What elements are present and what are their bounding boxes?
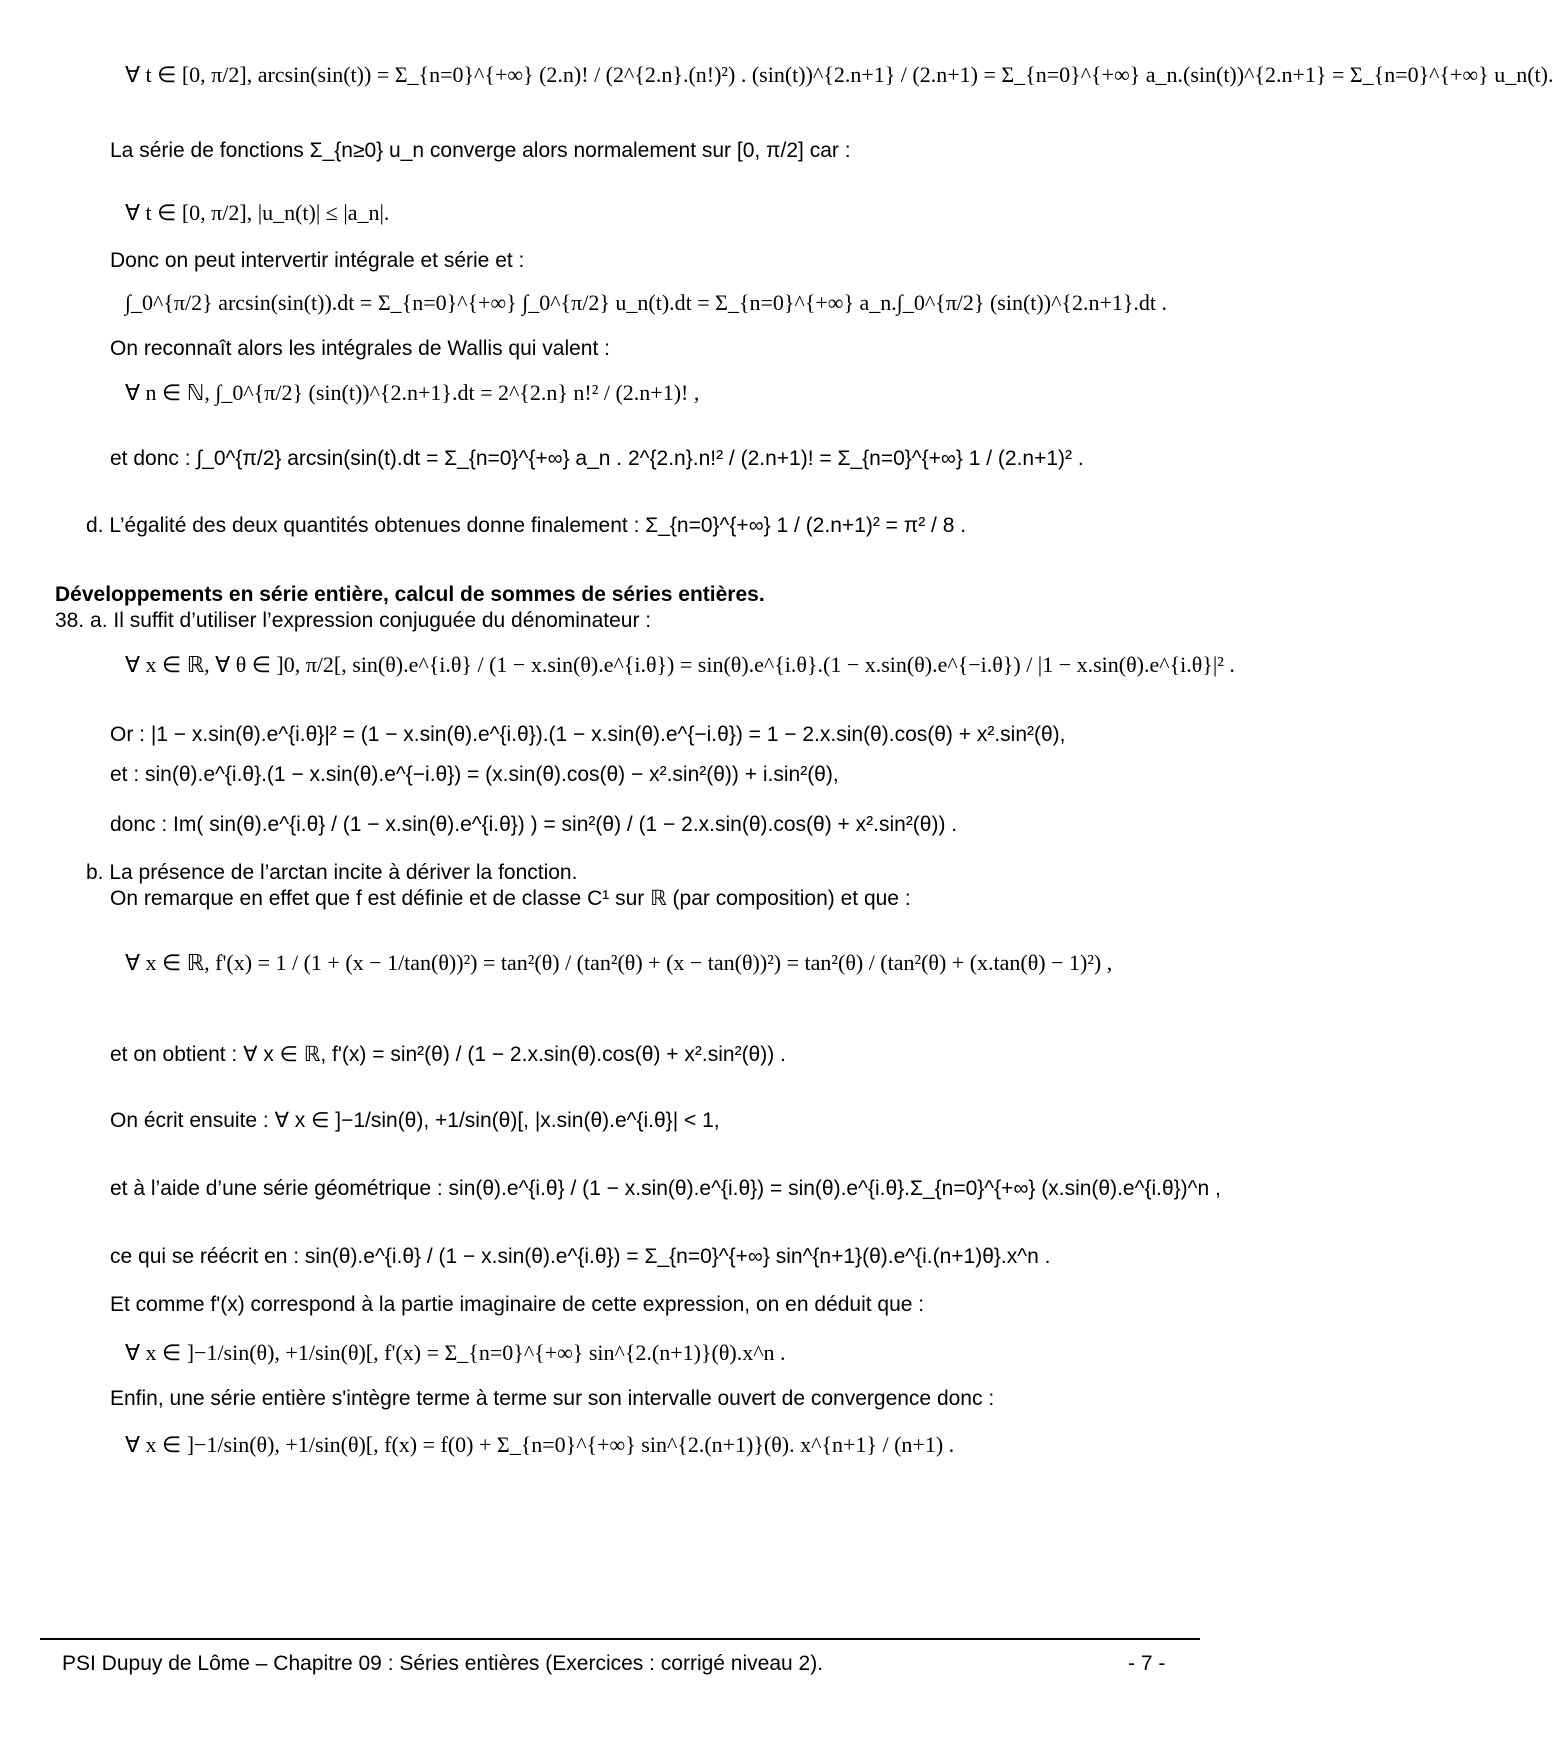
text-et-donc: et donc : ∫_0^{π/2} arcsin(sin(t).dt = Σ_{n=0}^{+∞} a_n . 2^{2.n}.n!² / (2.n+1)! = Σ_{n=0}^{+∞} 1 / (2.n+1)² . bbox=[110, 447, 1084, 470]
text-on-ecrit: On écrit ensuite : ∀ x ∈ ]−1/sin(θ), +1/sin(θ)[, |x.sin(θ).e^{i.θ}| < 1, bbox=[110, 1109, 720, 1132]
text-normal-convergence: La série de fonctions Σ_{n≥0} u_n converge alors normalement sur [0, π/2] car : bbox=[110, 139, 851, 162]
equation-wallis: ∀ n ∈ ℕ, ∫_0^{π/2} (sin(t))^{2.n+1}.dt = 2^{2.n} n!² / (2.n+1)! , bbox=[125, 380, 700, 405]
text-part-d: d. L’égalité des deux quantités obtenues donne finalement : Σ_{n=0}^{+∞} 1 / (2.n+1)² = π² / 8 . bbox=[86, 514, 967, 537]
equation-bound: ∀ t ∈ [0, π/2], |u_n(t)| ≤ |a_n|. bbox=[125, 200, 390, 225]
text-on-obtient: et on obtient : ∀ x ∈ ℝ, f'(x) = sin²(θ) / (1 − 2.x.sin(θ).cos(θ) + x².sin²(θ)) . bbox=[110, 1043, 786, 1066]
equation-arcsin-series: ∀ t ∈ [0, π/2], arcsin(sin(t)) = Σ_{n=0}^{+∞} (2.n)! / (2^{2.n}.(n!)²) . (sin(t))^{2.n+1} / (2.n+1) = Σ_{n=0}^{+∞} a_n.(sin(t))^{2.n+1} = Σ_{n=0}^{+∞} u_n(t). bbox=[125, 62, 1553, 87]
text-et: et : sin(θ).e^{i.θ}.(1 − x.sin(θ).e^{−i.θ}) = (x.sin(θ).cos(θ) − x².sin²(θ)) + i.sin²(θ), bbox=[110, 763, 839, 786]
equation-derivative: ∀ x ∈ ℝ, f'(x) = 1 / (1 + (x − 1/tan(θ))²) = tan²(θ) / (tan²(θ) + (x − tan(θ))²) = tan²(θ) / (tan²(θ) + (x.tan(θ) − 1)²) , bbox=[125, 950, 1113, 975]
equation-conjugate: ∀ x ∈ ℝ, ∀ θ ∈ ]0, π/2[, sin(θ).e^{i.θ} / (1 − x.sin(θ).e^{i.θ}) = sin(θ).e^{i.θ}.(1 − x.sin(θ).e^{−i.θ}) / |1 − x.sin(θ).e^{i.θ}|² . bbox=[125, 652, 1235, 677]
text-donc-im: donc : Im( sin(θ).e^{i.θ} / (1 − x.sin(θ).e^{i.θ}) ) = sin²(θ) / (1 − 2.x.sin(θ).cos(θ) + x².sin²(θ)) . bbox=[110, 813, 958, 836]
equation-fprime-series: ∀ x ∈ ]−1/sin(θ), +1/sin(θ)[, f'(x) = Σ_{n=0}^{+∞} sin^{2.(n+1)}(θ).x^n . bbox=[125, 1340, 786, 1365]
text-wallis: On reconnaît alors les intégrales de Wallis qui valent : bbox=[110, 337, 610, 360]
text-reecrit: ce qui se réécrit en : sin(θ).e^{i.θ} / (1 − x.sin(θ).e^{i.θ}) = Σ_{n=0}^{+∞} sin^{n+1}(θ).e^{i.(n+1)θ}.x^n . bbox=[110, 1245, 1051, 1268]
text-part-b: b. La présence de l’arctan incite à dériver la fonction. bbox=[86, 861, 578, 884]
footer-title: PSI Dupuy de Lôme – Chapitre 09 : Séries entières (Exercices : corrigé niveau 2). bbox=[62, 1652, 824, 1675]
equation-f-series: ∀ x ∈ ]−1/sin(θ), +1/sin(θ)[, f(x) = f(0) + Σ_{n=0}^{+∞} sin^{2.(n+1)}(θ). x^{n+1} / (n+1) . bbox=[125, 1432, 955, 1457]
footer-divider bbox=[40, 1638, 1200, 1640]
text-intervertir: Donc on peut intervertir intégrale et série et : bbox=[110, 249, 525, 272]
text-et-comme: Et comme f'(x) correspond à la partie imaginaire de cette expression, on en déduit que : bbox=[110, 1293, 925, 1316]
page-number: - 7 - bbox=[1128, 1652, 1166, 1675]
section-heading: Développements en série entière, calcul de sommes de séries entières. bbox=[55, 583, 765, 606]
text-serie-geometrique: et à l’aide d’une série géométrique : sin(θ).e^{i.θ} / (1 − x.sin(θ).e^{i.θ}) = sin(θ).e^{i.θ}.Σ_{n=0}^{+∞} (x.sin(θ).e^{i.θ})^n , bbox=[110, 1177, 1221, 1200]
text-remarque: On remarque en effet que f est définie et de classe C¹ sur ℝ (par composition) et que : bbox=[110, 887, 911, 910]
equation-integral-series: ∫_0^{π/2} arcsin(sin(t)).dt = Σ_{n=0}^{+∞} ∫_0^{π/2} u_n(t).dt = Σ_{n=0}^{+∞} a_n.∫_0^{π/2} (sin(t))^{2.n+1}.dt . bbox=[125, 290, 1168, 315]
text-or: Or : |1 − x.sin(θ).e^{i.θ}|² = (1 − x.sin(θ).e^{i.θ}).(1 − x.sin(θ).e^{−i.θ}) = 1 − 2.x.sin(θ).cos(θ) + x².sin²(θ), bbox=[110, 723, 1066, 746]
text-enfin: Enfin, une série entière s'intègre terme à terme sur son intervalle ouvert de convergence donc : bbox=[110, 1387, 995, 1410]
text-exercise-38a: 38. a. Il suffit d’utiliser l’expression conjuguée du dénominateur : bbox=[55, 609, 652, 632]
